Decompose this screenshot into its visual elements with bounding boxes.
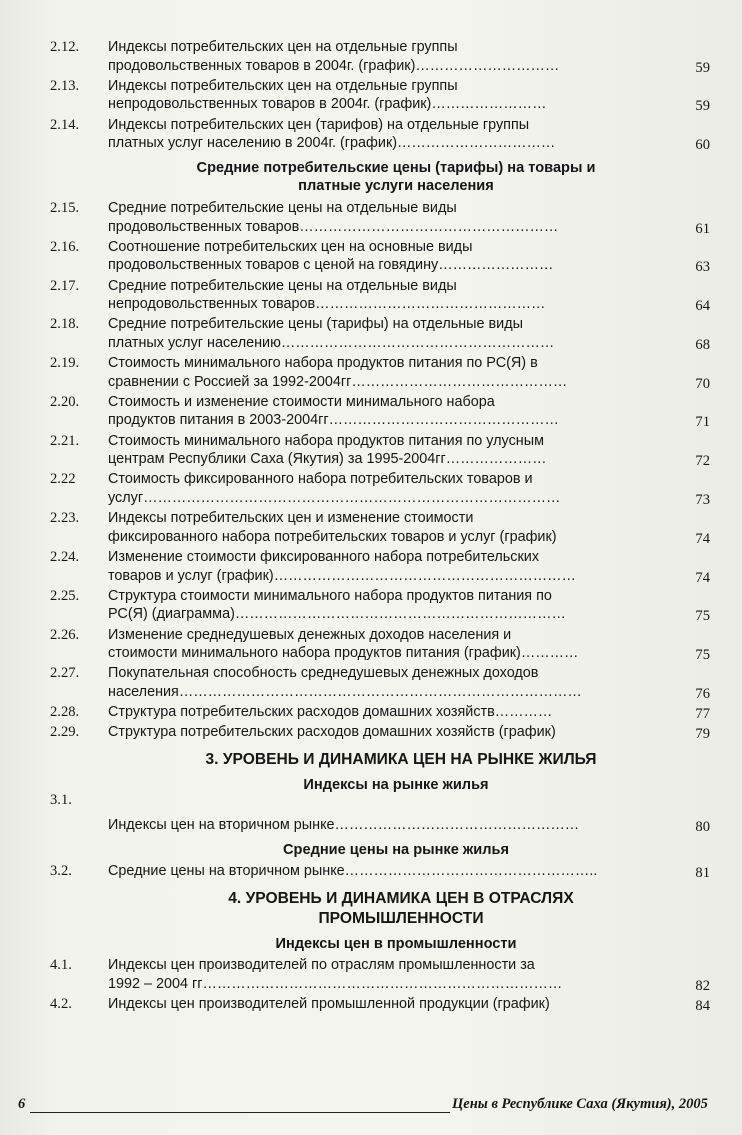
toc-entry-title [108, 38, 686, 75]
toc-entry-number: 3.2. [50, 863, 72, 880]
toc-entry-line: Индексы потребительских цен на отдельные группы [108, 77, 458, 94]
toc-entry[interactable] [0, 393, 742, 430]
toc-entry-title [108, 315, 686, 352]
toc-entry-line: Индексы цен производителей по отраслям промышленности за [108, 957, 535, 974]
publication-title: Цены в Республике Саха (Якутия), 2005 [452, 1096, 708, 1112]
toc-entry-line: Индексы цен на вторичном рынке…………………………………………… [108, 817, 580, 834]
toc-entry-page: 77 [695, 706, 710, 723]
toc-entry[interactable] [0, 587, 742, 624]
toc-entry[interactable] [0, 315, 742, 352]
toc-entry-page: 80 [695, 819, 710, 836]
page-number: 6 [18, 1096, 26, 1112]
toc-entry-title [108, 238, 686, 275]
section-subheading [0, 776, 742, 795]
toc-entry[interactable] [0, 277, 742, 314]
toc-entry-title [108, 956, 686, 993]
toc-entry-line: Стоимость фиксированного набора потребительских товаров и [108, 471, 533, 488]
toc-entry-line: продовольственных товаров в 2004г. (график)………………………… [108, 57, 560, 74]
toc-entry-title [108, 199, 686, 236]
section-subheading [0, 159, 742, 196]
toc-entry[interactable] [0, 354, 742, 391]
toc-entry-page: 79 [695, 726, 710, 743]
toc-entry-page: 60 [695, 137, 710, 154]
toc-entry-line: Индексы потребительских цен на отдельные группы [108, 39, 458, 55]
toc-entry[interactable] [0, 470, 742, 507]
toc-entry-page: 71 [695, 414, 710, 431]
toc-entry[interactable] [0, 626, 742, 663]
toc-entry-number: 2.28. [50, 704, 80, 721]
toc-entry-title [108, 393, 686, 430]
toc-entry-number: 3.1. [50, 792, 72, 809]
section-subheading [0, 841, 742, 860]
toc-entry-line: населения………………………………………………………………………… [108, 683, 582, 700]
toc-entry[interactable] [0, 509, 742, 546]
toc-entry-page: 82 [695, 978, 710, 995]
toc-entry-number: 2.24. [50, 548, 80, 565]
toc-entry-line: РС(Я) (диаграмма)…………………………………………………………… [108, 606, 566, 623]
toc-entry-title [108, 995, 686, 1014]
toc-entry-page: 59 [695, 59, 710, 76]
toc-entry[interactable] [0, 703, 742, 722]
toc-entry-title [108, 626, 686, 663]
toc-entry[interactable] [0, 664, 742, 701]
toc-entry-number: 2.17. [50, 277, 80, 294]
toc-entry-number: 2.14. [50, 116, 80, 133]
toc-entry-page: 61 [695, 220, 710, 237]
toc-entry-line: услуг…………………………………………………………………………… [108, 490, 561, 506]
toc-entry-line: Стоимость и изменение стоимости минимального набора [108, 393, 495, 410]
toc-entry-number: 2.15. [50, 199, 80, 216]
section-subheading [0, 935, 742, 954]
toc-entry-page: 74 [695, 569, 710, 586]
toc-entry-page: 81 [695, 865, 710, 882]
toc-entry-line: Покупательная способность среднедушевых денежных доходов [108, 665, 539, 682]
heading-line: платные услуги населения [298, 178, 494, 195]
toc-entry-number: 4.1. [50, 957, 72, 974]
toc-entry-page: 70 [695, 375, 710, 392]
toc-entry-line: фиксированного набора потребительских товаров и услуг (график) [108, 528, 557, 545]
toc-entry-line: 1992 – 2004 гг………………………………………………………………… [108, 976, 563, 993]
toc-entry[interactable] [0, 38, 742, 75]
toc-entry-number: 2.26. [50, 626, 80, 643]
toc-entry[interactable] [0, 77, 742, 114]
toc-entry-line: центрам Республики Саха (Якутия) за 1995-2004гг………………… [108, 451, 547, 468]
toc-entry-number: 2.20. [50, 393, 80, 410]
toc-entry-line: платных услуг населению в 2004г. (график)…………………………… [108, 135, 556, 152]
toc-entry-title [108, 470, 686, 507]
toc-entry-number: 2.19. [50, 355, 80, 372]
toc-entry-title [108, 587, 686, 624]
toc-entry-page: 72 [695, 453, 710, 470]
toc-entry[interactable] [0, 862, 742, 881]
toc-entry-line: Структура потребительских расходов домашних хозяйств………… [108, 704, 553, 721]
toc-entry-line: продуктов питания в 2003-2004гг………………………………………… [108, 412, 559, 429]
toc-entry-line: стоимости минимального набора продуктов питания (график)………… [108, 645, 579, 662]
toc-entry-line: сравнении с Россией за 1992-2004гг……………………………………… [108, 373, 568, 390]
toc-entry[interactable] [0, 432, 742, 469]
toc-entry[interactable] [0, 723, 742, 742]
heading-line: Средние потребительские цены (тарифы) на товары и [196, 159, 596, 176]
toc-entry-line: Средние потребительские цены на отдельные виды [108, 199, 457, 216]
toc-entry-number: 2.25. [50, 587, 80, 604]
toc-entry-line: продовольственных товаров……………………………………………… [108, 218, 559, 235]
chapter-heading [0, 889, 742, 929]
toc-entry[interactable] [0, 956, 742, 993]
toc-entry-number: 2.22 [50, 471, 76, 488]
toc-entry-page: 73 [695, 492, 710, 508]
toc-entry-title [108, 723, 686, 742]
toc-entry-line: Индексы потребительских цен и изменение стоимости [108, 510, 474, 527]
toc-entry-line: Соотношение потребительских цен на основные виды [108, 238, 473, 255]
toc-entry-title [108, 77, 686, 114]
toc-entry-page: 74 [695, 530, 710, 547]
toc-entry-line: товаров и услуг (график)……………………………………………………… [108, 567, 576, 584]
toc-entry-title [108, 509, 686, 546]
toc-entry-page: 75 [695, 647, 710, 664]
toc-entry-line: платных услуг населению………………………………………………… [108, 334, 555, 351]
toc-entry-line: Изменение стоимости фиксированного набора потребительских [108, 548, 540, 565]
toc-entry-line: Индексы цен производителей промышленной продукции (график) [108, 996, 550, 1013]
chapter-heading [0, 750, 742, 770]
toc-entry-number: 2.21. [50, 432, 80, 449]
toc-entry[interactable] [0, 548, 742, 585]
toc-entry-number: 2.16. [50, 238, 80, 255]
toc-entry-page: 63 [695, 259, 710, 276]
toc-entry-title [108, 703, 686, 722]
toc-entry-title [108, 797, 686, 834]
toc-entry-line: Структура стоимости минимального набора продуктов питания по [108, 587, 552, 604]
toc-entry-line: Изменение среднедушевых денежных доходов населения и [108, 626, 512, 643]
toc-entry-page: 75 [695, 608, 710, 625]
toc-entry-title [108, 862, 686, 881]
heading-line: ПРОМЫШЛЕННОСТИ [318, 909, 484, 927]
toc-entry-page: 59 [695, 98, 710, 115]
toc-entry-line [108, 797, 686, 816]
toc-entry[interactable] [0, 995, 742, 1014]
heading-line: 3. УРОВЕНЬ И ДИНАМИКА ЦЕН НА РЫНКЕ ЖИЛЬЯ [205, 750, 597, 768]
toc-entry[interactable] [0, 792, 742, 836]
toc-entry-page: 68 [695, 336, 710, 353]
toc-entry-line: непродовольственных товаров в 2004г. (график)…………………… [108, 96, 547, 113]
toc-entry-title [108, 116, 686, 153]
toc-entry-number: 2.13. [50, 77, 80, 94]
heading-line: Индексы цен в промышленности [275, 935, 517, 952]
toc-entry-number: 2.18. [50, 316, 80, 333]
toc-entry-line: Индексы потребительских цен (тарифов) на отдельные группы [108, 116, 530, 133]
toc-entry-line: непродовольственных товаров………………………………………… [108, 296, 546, 313]
toc-entry-line: Стоимость минимального набора продуктов питания по улусным [108, 432, 544, 449]
heading-line: 4. УРОВЕНЬ И ДИНАМИКА ЦЕН В ОТРАСЛЯХ [228, 889, 574, 907]
toc-entry-title [108, 277, 686, 314]
toc-entry-page: 64 [695, 298, 710, 315]
toc-entry-title [108, 664, 686, 701]
toc-entry-line: продовольственных товаров с ценой на говядину…………………… [108, 257, 554, 274]
toc-entry-line: Средние цены на вторичном рынке…………………………………………….. [108, 863, 598, 880]
toc-entry-title [108, 432, 686, 469]
toc-entry-number: 2.23. [50, 510, 80, 527]
toc-entry-line: Средние потребительские цены (тарифы) на отдельные виды [108, 316, 523, 333]
toc-entry-page: 76 [695, 685, 710, 702]
table-of-contents [0, 38, 742, 1015]
page-footer [18, 1090, 718, 1120]
toc-entry-title [108, 354, 686, 391]
heading-line: Средние цены на рынке жилья [283, 841, 509, 858]
toc-entry-number: 2.29. [50, 724, 80, 741]
toc-entry-number: 2.12. [50, 39, 80, 55]
toc-entry-line: Стоимость минимального набора продуктов питания по РС(Я) в [108, 355, 538, 372]
toc-entry-title [108, 548, 686, 585]
heading-line: Индексы на рынке жилья [303, 776, 489, 793]
toc-entry-number: 4.2. [50, 996, 72, 1013]
toc-entry-line: Структура потребительских расходов домашних хозяйств (график) [108, 724, 556, 741]
footer-rule [30, 1112, 450, 1113]
toc-entry[interactable] [0, 238, 742, 275]
toc-entry[interactable] [0, 116, 742, 153]
toc-entry-number: 2.27. [50, 665, 80, 682]
toc-entry-line: Средние потребительские цены на отдельные виды [108, 277, 457, 294]
toc-entry-page: 84 [695, 998, 710, 1015]
toc-entry[interactable] [0, 199, 742, 236]
